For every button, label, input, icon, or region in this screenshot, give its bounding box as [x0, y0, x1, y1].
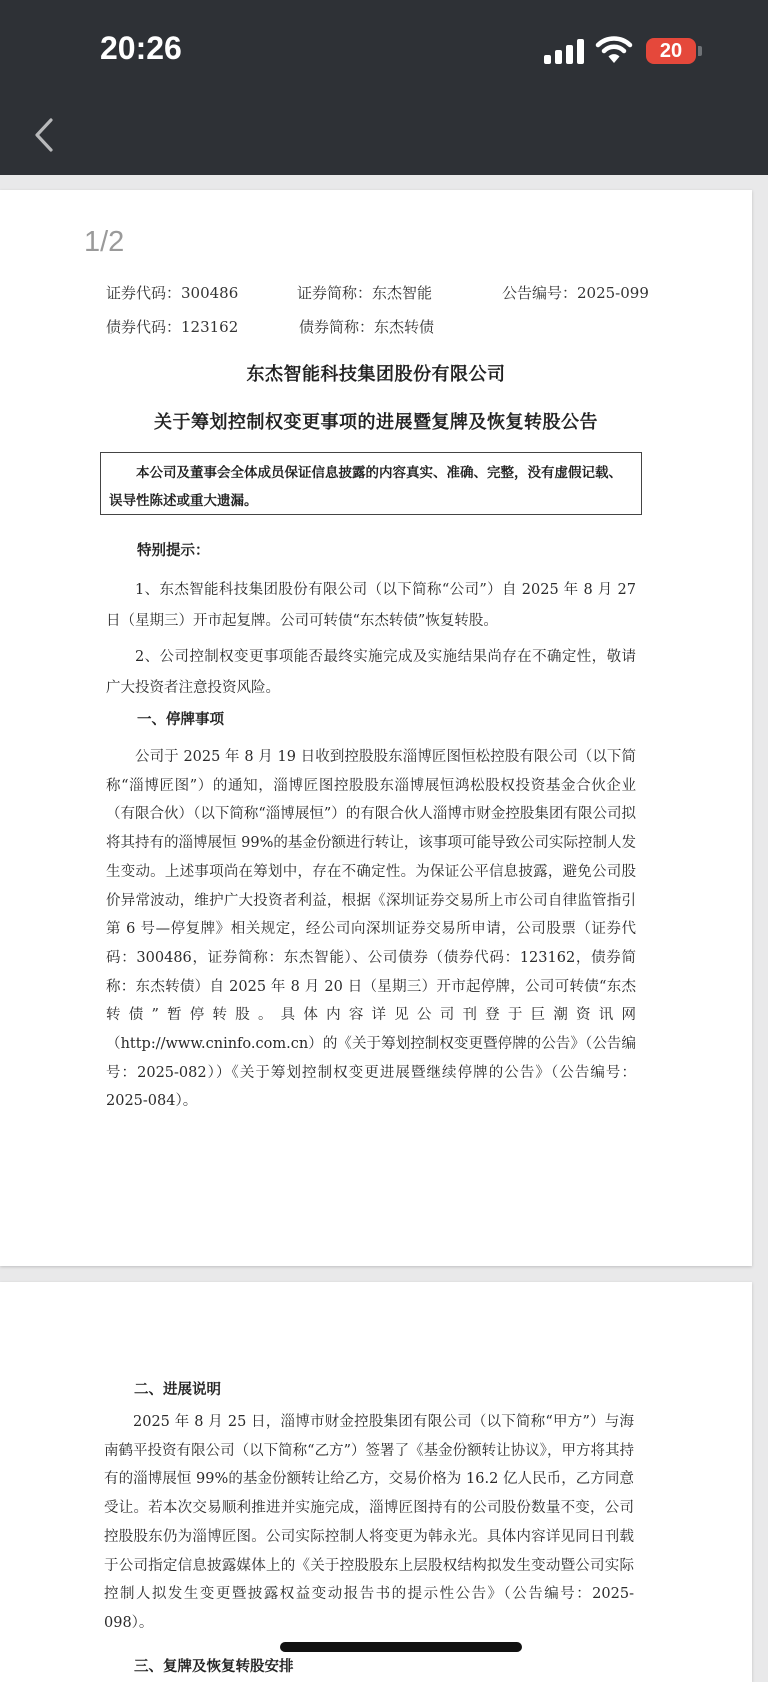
bond-abbreviation: 债券简称：东杰转债: [299, 318, 435, 336]
document-title: 关于筹划控制权变更事项的进展暨复牌及恢复转股公告: [154, 412, 598, 433]
page-indicator: 1/2: [84, 226, 125, 258]
special-tips-heading: 特别提示：: [137, 542, 210, 559]
document-page-2: [0, 1282, 752, 1682]
back-button[interactable]: [26, 110, 66, 160]
home-indicator[interactable]: [280, 1642, 522, 1652]
battery-tip-icon: [698, 46, 702, 56]
tip-2: 2、公司控制权变更事项能否最终实施完成及实施结果尚存在不确定性，敬请广大投资者注意投资风险。: [106, 649, 636, 696]
battery-level: 20: [646, 38, 696, 64]
securities-abbreviation: 证券简称：东杰智能: [297, 284, 433, 302]
bond-code: 债券代码：123162: [106, 318, 239, 336]
wifi-icon: [596, 34, 632, 64]
securities-code: 证券代码：300486: [106, 284, 239, 302]
announcement-number: 公告编号：2025-099: [502, 284, 649, 302]
status-time: 20:26: [100, 30, 182, 66]
company-name: 东杰智能科技集团股份有限公司: [246, 364, 506, 385]
document-page-1: [0, 190, 752, 1266]
cellular-signal-icon: [544, 38, 586, 64]
section-2-body: 2025 年 8 月 25 日，淄博市财金控股集团有限公司（以下简称“甲方”）与海南鹤平投资有限公司（以下简称“乙方”）签署了《基金份额转让协议》，甲方将其持有的淄博展恒 99%的基金份额转让给乙方，交易价格为 16.2 亿人民币，乙方同意受让。若本次交易顺利推进并实施完成，淄博匠图持有的公司股份数量不变，公司控股股东仍为淄博匠图。公司实际控制人将变更为韩永光。具体内容详见同日刊载于公司指定信息披露媒体上的《关于控股股东上层股权结构拟发生变动暨公司实际控制人拟发生变更暨披露权益变动报告书的提示性公告》（公告编号：2025-098）。: [104, 1414, 634, 1631]
section-3-heading: 三、复牌及恢复转股安排: [134, 1658, 294, 1675]
section-1-heading: 一、停牌事项: [137, 711, 224, 728]
disclaimer-box: 本公司及董事会全体成员保证信息披露的内容真实、准确、完整，没有虚假记载、误导性陈述或重大遗漏。: [100, 452, 642, 515]
section-1-body: 公司于 2025 年 8 月 19 日收到控股股东淄博匠图恒松控股有限公司（以下简称“淄博匠图”）的通知，淄博匠图控股股东淄博展恒鸿松股权投资基金合伙企业（有限合伙）（以下简称“淄博展恒”）的有限合伙人淄博市财金控股集团有限公司拟将其持有的淄博展恒 99%的基金份额进行转让，该事项可能导致公司实际控制人发生变动。上述事项尚在筹划中，存在不确定性。为保证公平信息披露，避免公司股价异常波动，维护广大投资者利益，根据《深圳证券交易所上市公司自律监管指引第 6 号—停复牌》相关规定，经公司向深圳证券交易所申请，公司股票（证券代码：300486，证券简称：东杰智能）、公司债券（债券代码：123162，债券简称：东杰转债）自 2025 年 8 月 20 日（星期三）开市起停牌，公司可转债“东杰转债”暂停转股。具体内容详见公司刊登于巨潮资讯网（http://www.cninfo.com.cn）的《关于筹划控制权变更暨停牌的公告》（公告编号：2025-082））《关于筹划控制权变更进展暨继续停牌的公告》（公告编号：2025-084）。: [106, 749, 636, 1110]
tip-1: 1、东杰智能科技集团股份有限公司（以下简称“公司”）自 2025 年 8 月 27 日（星期三）开市起复牌。公司可转债“东杰转债”恢复转股。: [106, 582, 636, 629]
section-2-heading: 二、进展说明: [134, 1381, 221, 1398]
app-header: [0, 0, 768, 175]
